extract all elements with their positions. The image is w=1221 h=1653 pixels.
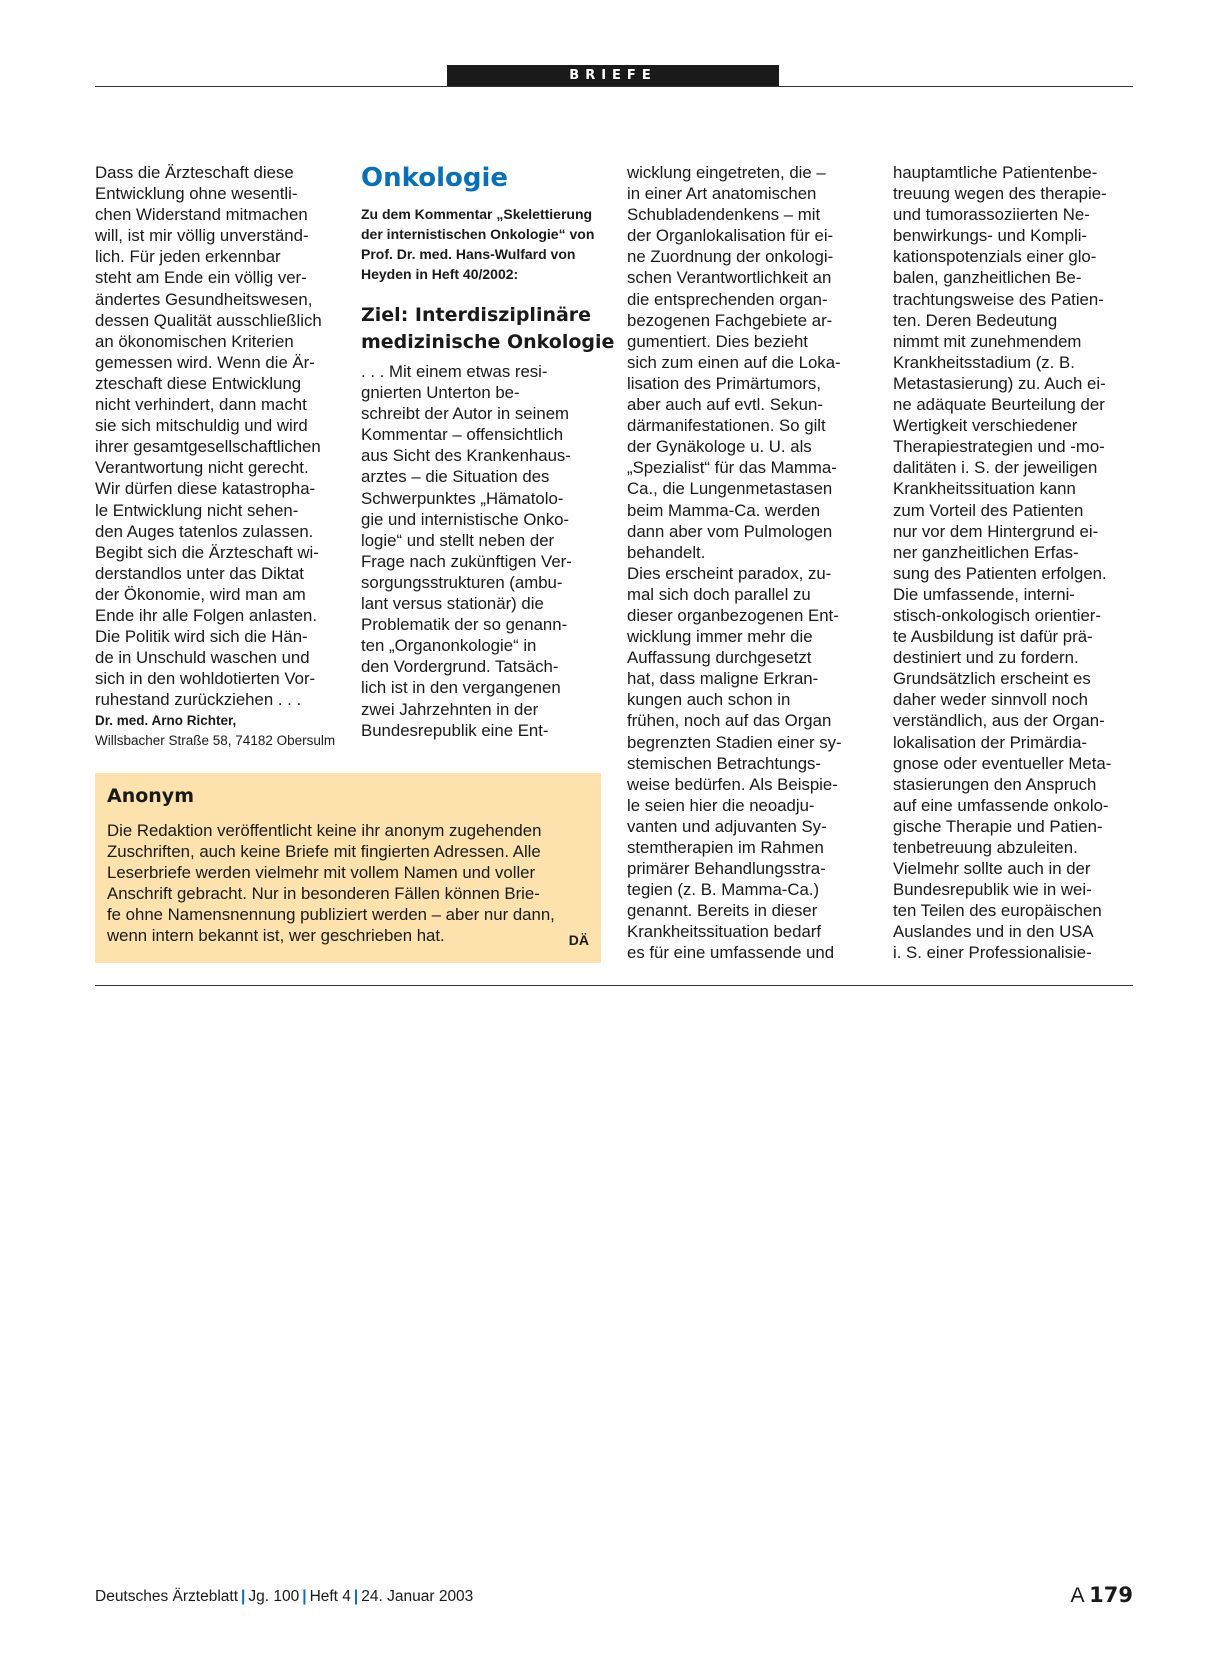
- text-line: dann aber vom Pulmologen: [627, 521, 833, 541]
- footer-separator: |: [241, 1588, 246, 1605]
- intro-line: Zu dem Kommentar „Skelettierung: [361, 206, 593, 222]
- text-line: den Auges tatenlos zulassen.: [95, 521, 314, 541]
- top-rule: [95, 86, 1133, 87]
- text-line: zum Vorteil des Patienten: [893, 500, 1084, 520]
- text-line: Begibt sich die Ärzteschaft wi-: [95, 542, 319, 562]
- text-line: Problematik der so genann-: [361, 615, 568, 635]
- text-line: Wir dürfen diese katastropha-: [95, 479, 316, 499]
- intro-line: Heyden in Heft 40/2002:: [361, 266, 519, 282]
- letter-body: [95, 162, 340, 710]
- text-line: hat, dass maligne Erkran-: [627, 669, 819, 689]
- anonym-line: wenn intern bekannt ist, wer geschrieben hat.: [107, 926, 445, 946]
- text-line: sich in den wohldotierten Vor-: [95, 669, 316, 689]
- anonym-line: Die Redaktion veröffentlicht keine ihr anonym zugehenden: [107, 821, 542, 840]
- anonym-notice-box: [95, 773, 601, 963]
- article-title: Onkologie: [361, 163, 508, 193]
- text-line: ten „Organonkologie“ in: [361, 636, 537, 656]
- text-line: an ökonomischen Kriterien: [95, 331, 294, 351]
- text-line: Dies erscheint paradox, zu-: [627, 563, 832, 583]
- text-line: „Spezialist“ für das Mamma-: [627, 458, 837, 478]
- text-line: ne adäquate Beurteilung der: [893, 395, 1105, 415]
- text-line: Dass die Ärzteschaft diese: [95, 163, 294, 182]
- text-line: stisch-onkologisch orientier-: [893, 605, 1101, 625]
- text-line: nur vor dem Hintergrund ei-: [893, 521, 1099, 541]
- text-line: logie“ und stellt neben der: [361, 530, 555, 550]
- text-line: . . . Mit einem etwas resi-: [361, 362, 548, 381]
- text-line: trachtungsweise des Patien-: [893, 289, 1104, 309]
- anonym-text: [107, 820, 593, 947]
- text-line: gemessen wird. Wenn die Är-: [95, 352, 315, 372]
- text-line: stasierungen den Anspruch: [893, 774, 1097, 794]
- text-line: ruhestand zurückziehen . . .: [95, 690, 302, 710]
- column-4-article: [893, 162, 1138, 964]
- anonym-line: Anschrift gebracht. Nur in besonderen Fällen können Brie-: [107, 884, 540, 904]
- text-line: sich zum einen auf die Loka-: [627, 352, 841, 372]
- text-line: in einer Art anatomischen: [627, 184, 817, 204]
- text-line: sung des Patienten erfolgen.: [893, 563, 1107, 583]
- text-line: Krankheitssituation kann: [893, 479, 1076, 499]
- text-line: Bundesrepublik eine Ent-: [361, 720, 549, 740]
- text-line: stemtherapien im Rahmen: [627, 838, 824, 857]
- text-line: lisation des Primärtumors,: [627, 373, 821, 393]
- text-line: steht am Ende ein völlig ver-: [95, 268, 307, 288]
- text-line: wicklung immer mehr die: [627, 627, 813, 647]
- text-line: primärer Behandlungsstra-: [627, 859, 826, 879]
- text-line: mal sich doch parallel zu: [627, 584, 811, 604]
- text-line: gie und internistische Onko-: [361, 509, 570, 529]
- article-body-col4: [893, 162, 1138, 964]
- text-line: Verantwortung nicht gerecht.: [95, 458, 309, 478]
- text-line: kationspotenzials einer glo-: [893, 247, 1097, 267]
- text-line: arztes – die Situation des: [361, 467, 550, 487]
- footer-journal: Deutsches Ärzteblatt: [95, 1588, 239, 1605]
- text-line: daher weder sinnvoll noch: [893, 690, 1088, 710]
- text-line: ändertes Gesundheitswesen,: [95, 289, 313, 309]
- column-3-article: [627, 162, 873, 964]
- text-line: balen, ganzheitlichen Be-: [893, 268, 1082, 288]
- text-line: Metastasierung) zu. Auch ei-: [893, 373, 1106, 393]
- text-line: bezogenen Fachgebiete ar-: [627, 310, 833, 330]
- text-line: gumentiert. Dies bezieht: [627, 331, 808, 351]
- text-line: stemischen Betrachtungs-: [627, 753, 822, 773]
- text-line: le seien hier die neoadju-: [627, 795, 815, 815]
- text-line: behandelt.: [627, 542, 706, 562]
- page-number-value: 179: [1089, 1583, 1133, 1607]
- text-line: sorgungsstrukturen (ambu-: [361, 572, 563, 592]
- text-line: Krankheitssituation bedarf: [627, 922, 822, 942]
- signature-address: Willsbacher Straße 58, 74182 Obersulm: [95, 733, 336, 749]
- text-line: de in Unschuld waschen und: [95, 648, 310, 668]
- bottom-rule: [95, 985, 1133, 986]
- text-line: will, ist mir völlig unverständ-: [95, 226, 309, 246]
- text-line: le Entwicklung nicht sehen-: [95, 500, 299, 520]
- text-line: wicklung eingetreten, die –: [627, 163, 826, 182]
- text-line: ner ganzheitlichen Erfas-: [893, 542, 1079, 562]
- text-line: hauptamtliche Patientenbe-: [893, 163, 1098, 182]
- article-body-col2: [361, 361, 607, 741]
- text-line: der Ökonomie, wird man am: [95, 584, 306, 604]
- text-line: lant versus stationär) die: [361, 594, 544, 614]
- text-line: es für eine umfassende und: [627, 943, 835, 963]
- footer-date: 24. Januar 2003: [361, 1588, 474, 1605]
- signature-name: Dr. med. Arno Richter,: [95, 713, 237, 729]
- text-line: auf eine umfassende onkolo-: [893, 795, 1109, 815]
- column-2-article-start: [361, 162, 615, 741]
- text-line: sie sich mitschuldig und wird: [95, 416, 308, 436]
- footer-issue: Heft 4: [309, 1588, 351, 1605]
- article-body-col3: [627, 162, 873, 964]
- text-line: Die umfassende, interni-: [893, 584, 1075, 604]
- text-line: aus Sicht des Krankenhaus-: [361, 446, 571, 466]
- text-line: treuung wegen des therapie-: [893, 184, 1107, 204]
- text-line: ten. Deren Bedeutung: [893, 310, 1058, 330]
- text-line: destiniert und zu fordern.: [893, 648, 1079, 668]
- text-line: gnose oder eventueller Meta-: [893, 753, 1112, 773]
- text-line: zteschaft diese Entwicklung: [95, 373, 302, 393]
- text-line: der Gynäkologe u. U. als: [627, 437, 812, 457]
- article-subheading: [361, 302, 615, 356]
- anonym-sign: DÄ: [568, 932, 589, 948]
- text-line: Grundsätzlich erscheint es: [893, 669, 1091, 689]
- text-line: därmanifestationen. So gilt: [627, 416, 826, 436]
- text-line: beim Mamma-Ca. werden: [627, 500, 821, 520]
- text-line: Auffassung durchgesetzt: [627, 648, 812, 668]
- page-prefix: A: [1070, 1584, 1084, 1607]
- text-line: Frage nach zukünftigen Ver-: [361, 551, 572, 571]
- text-line: Vielmehr sollte auch in der: [893, 859, 1091, 879]
- text-line: Ende ihr alle Folgen anlasten.: [95, 605, 318, 625]
- text-line: Auslandes und in den USA: [893, 922, 1094, 942]
- text-line: derstandlos unter das Diktat: [95, 563, 304, 583]
- text-line: vanten und adjuvanten Sy-: [627, 816, 827, 836]
- text-line: und tumorassoziierten Ne-: [893, 205, 1090, 225]
- text-line: der Organlokalisation für ei-: [627, 226, 834, 246]
- text-line: Schwerpunktes „Hämatolo-: [361, 488, 564, 508]
- text-line: verständlich, aus der Organ-: [893, 711, 1105, 731]
- page-number: [1070, 1582, 1133, 1609]
- footer-volume: Jg. 100: [248, 1588, 300, 1605]
- text-line: Therapiestrategien und -mo-: [893, 437, 1105, 457]
- text-line: chen Widerstand mitmachen: [95, 205, 308, 225]
- text-line: die entsprechenden organ-: [627, 289, 828, 309]
- text-line: den Vordergrund. Tatsäch-: [361, 657, 559, 677]
- subheading-line: Ziel: Interdisziplinäre: [361, 304, 592, 326]
- text-line: schreibt der Autor in seinem: [361, 404, 570, 424]
- footer-citation: [95, 1587, 473, 1607]
- text-line: Ca., die Lungenmetastasen: [627, 479, 833, 499]
- text-line: Kommentar – offensichtlich: [361, 425, 564, 445]
- text-line: schen Verantwortlichkeit an: [627, 268, 832, 288]
- footer-separator: |: [353, 1588, 359, 1605]
- text-line: gische Therapie und Patien-: [893, 816, 1103, 836]
- anonym-title: Anonym: [107, 785, 194, 807]
- text-line: ne Zuordnung der onkologi-: [627, 247, 834, 267]
- text-line: tegien (z. B. Mamma-Ca.): [627, 880, 820, 900]
- text-line: frühen, noch auf das Organ: [627, 711, 832, 731]
- text-line: i. S. einer Professionalisie-: [893, 943, 1092, 963]
- text-line: lich ist in den vergangenen: [361, 678, 561, 698]
- text-line: Schubladendenkens – mit: [627, 205, 821, 225]
- intro-line: Prof. Dr. med. Hans-Wulfard von: [361, 246, 576, 262]
- text-line: nicht verhindert, dann macht: [95, 395, 307, 415]
- footer-separator: |: [302, 1588, 307, 1605]
- text-line: Entwicklung ohne wesentli-: [95, 184, 298, 204]
- intro-line: der internistischen Onkologie“ von: [361, 226, 595, 242]
- text-line: dieser organbezogenen Ent-: [627, 605, 839, 625]
- text-line: benwirkungs- und Kompli-: [893, 226, 1088, 246]
- text-line: gnierten Unterton be-: [361, 383, 520, 403]
- text-line: Wertigkeit verschiedener: [893, 416, 1078, 436]
- text-line: ihrer gesamtgesellschaftlichen: [95, 437, 321, 457]
- text-line: weise bedürfen. Als Beispie-: [627, 774, 838, 794]
- column-1-letter: [95, 162, 340, 751]
- text-line: begrenzten Stadien einer sy-: [627, 732, 842, 752]
- section-header-label: BRIEFE: [447, 65, 779, 86]
- anonym-line: Leserbriefe werden vielmehr mit vollem Namen und voller: [107, 863, 536, 883]
- text-line: lich. Für jeden erkennbar: [95, 247, 281, 267]
- anonym-line: Zuschriften, auch keine Briefe mit fingierten Adressen. Alle: [107, 842, 541, 862]
- text-line: dessen Qualität ausschließlich: [95, 310, 322, 330]
- text-line: Die Politik wird sich die Hän-: [95, 627, 308, 647]
- text-line: genannt. Bereits in dieser: [627, 901, 818, 921]
- text-line: aber auch auf evtl. Sekun-: [627, 395, 823, 415]
- text-line: ten Teilen des europäischen: [893, 901, 1102, 921]
- text-line: lokalisation der Primärdia-: [893, 732, 1087, 752]
- text-line: zwei Jahrzehnten in der: [361, 699, 539, 719]
- text-line: nimmt mit zunehmendem: [893, 331, 1082, 351]
- text-line: Bundesrepublik wie in wei-: [893, 880, 1092, 900]
- text-line: te Ausbildung ist dafür prä-: [893, 627, 1093, 647]
- subheading-line: medizinische Onkologie: [361, 331, 615, 353]
- text-line: Krankheitsstadium (z. B.: [893, 352, 1075, 372]
- text-line: kungen auch schon in: [627, 690, 791, 710]
- text-line: dalitäten i. S. der jeweiligen: [893, 458, 1098, 478]
- article-intro: [361, 204, 607, 284]
- text-line: tenbetreuung abzuleiten.: [893, 838, 1078, 857]
- anonym-line: fe ohne Namensnennung publiziert werden – aber nur dann,: [107, 905, 555, 925]
